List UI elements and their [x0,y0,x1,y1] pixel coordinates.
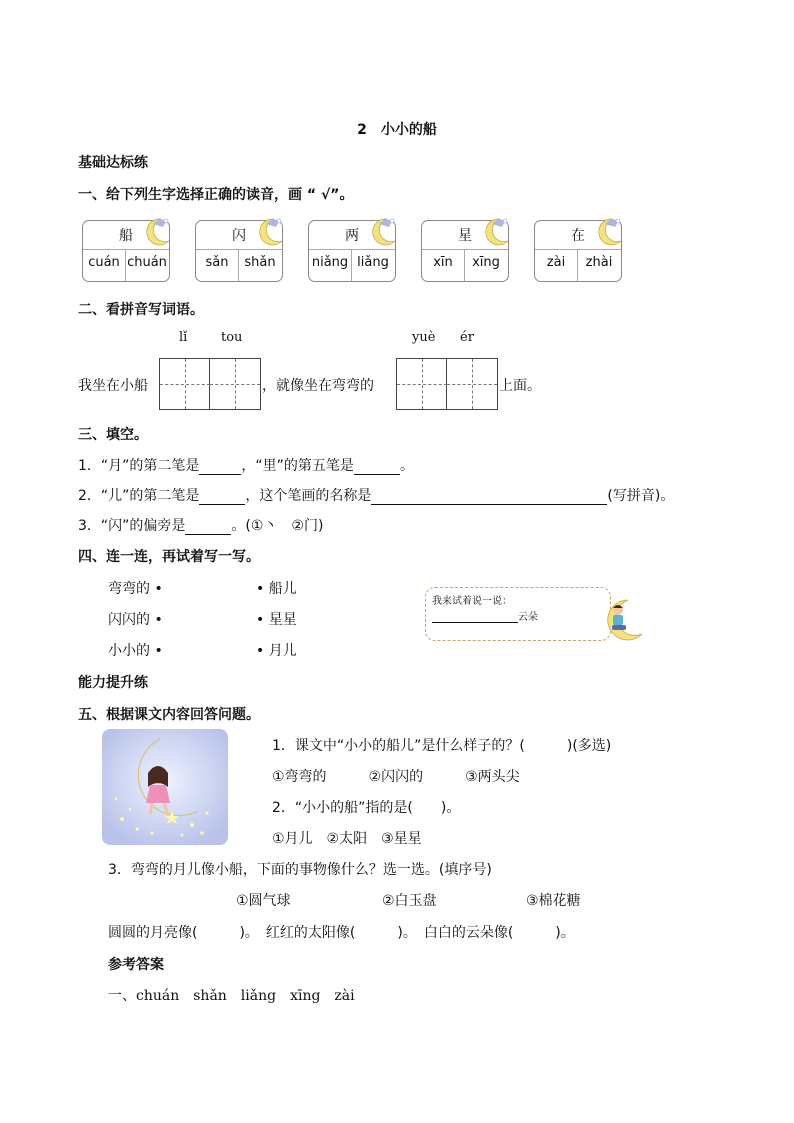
card-character: 闪 [232,228,246,244]
moon-icon [139,215,173,249]
section-ability: 能力提升练 [78,675,148,691]
pinyin-option-b[interactable]: shǎn [244,255,276,270]
question-5-2-options: ①月儿 ②太阳 ③星星 [272,831,422,847]
pinyin-hint: lǐ [179,330,188,345]
bubble-line: 云朵 [432,608,538,623]
question-5-heading: 五、根据课文内容回答问题。 [78,707,260,723]
match-left-item[interactable]: 小小的 • [108,643,163,659]
question-5-3-fill: 圆圆的月亮像( )。 红红的太阳像( )。 白白的云朵像( )。 [108,925,575,941]
pinyin-option-b[interactable]: chuán [127,255,167,270]
answer-blank[interactable] [432,611,518,623]
match-right-item[interactable]: • 船儿 [256,581,297,597]
moon-icon [478,215,512,249]
question-5-1: 1．课文中“小小的船儿”是什么样子的？( )(多选) [272,738,612,754]
fill-line-1: 1．“月”的第二笔是 ，“里”的第五笔是 。 [78,458,414,474]
question-1-heading: 一、给下列生字选择正确的读音，画 “ √”。 [78,187,354,203]
pinyin-hint: yuè [412,330,436,345]
moon-icon [252,215,286,249]
writing-grid-2[interactable] [396,358,498,410]
pinyin-card [421,220,509,282]
answer-blank[interactable] [185,519,231,535]
fill-line-2: 2．“儿”的第二笔是 ，这个笔画的名称是 (写拼音)。 [78,488,675,504]
match-right-item[interactable]: • 星星 [256,612,297,628]
answers-heading: 参考答案 [108,957,164,973]
sentence-part: ，就像坐在弯弯的 [262,378,374,394]
match-left-item[interactable]: 弯弯的 • [108,581,163,597]
option-item: ②白玉盘 [382,893,437,909]
question-5-3: 3．弯弯的月儿像小船，下面的事物像什么？选一选。(填序号) [108,862,492,878]
moon-icon [591,215,625,249]
page-title: 2 小小的船 [357,122,437,138]
question-5-2: 2．“小小的船”指的是( )。 [272,800,461,816]
moon-icon [365,215,399,249]
sentence-part: 我坐在小船 [78,378,148,394]
section-basic: 基础达标练 [78,155,148,171]
option-item: ①圆气球 [236,893,291,909]
answer-blank[interactable] [199,459,241,475]
answer-blank[interactable] [354,459,400,475]
girl-on-moon-illustration [102,729,228,845]
pinyin-option-a[interactable]: zài [546,255,566,270]
fill-line-3: 3．“闪”的偏旁是 。(①丶 ②门) [78,518,324,534]
pinyin-option-b[interactable]: xīng [472,255,500,270]
writing-grid-1[interactable] [159,358,261,410]
pinyin-card [195,220,283,282]
option-item: ③棉花糖 [526,893,581,909]
pinyin-option-a[interactable]: sǎn [205,255,229,270]
question-5-1-options: ①弯弯的 ②闪闪的 ③两头尖 [272,769,520,785]
bubble-title: 我来试着说一说： [432,596,512,607]
pinyin-option-a[interactable]: cuán [88,255,120,270]
answer-blank[interactable] [199,489,245,505]
pinyin-option-a[interactable]: xīn [433,255,453,270]
child-on-moon-icon [588,598,644,642]
match-left-item[interactable]: 闪闪的 • [108,612,163,628]
card-character: 船 [119,228,133,244]
card-character: 星 [458,228,472,244]
answer-blank[interactable] [371,489,607,505]
pinyin-hint: ér [460,330,474,345]
pinyin-option-b[interactable]: zhài [585,255,613,270]
pinyin-card [308,220,396,282]
question-2-heading: 二、看拼音写词语。 [78,302,204,318]
pinyin-card [534,220,622,282]
question-3-heading: 三、填空。 [78,427,148,443]
card-character: 两 [345,228,359,244]
pinyin-card [82,220,170,282]
question-4-heading: 四、连一连，再试着写一写。 [78,549,260,565]
match-right-item[interactable]: • 月儿 [256,643,297,659]
sentence-part: 上面。 [499,378,541,394]
card-character: 在 [571,228,585,244]
answer-line-1: 一、chuán shǎn liǎng xīng zài [108,988,355,1004]
pinyin-hint: tou [221,330,243,345]
pinyin-option-a[interactable]: niǎng [311,255,349,270]
pinyin-option-b[interactable]: liǎng [357,255,389,270]
